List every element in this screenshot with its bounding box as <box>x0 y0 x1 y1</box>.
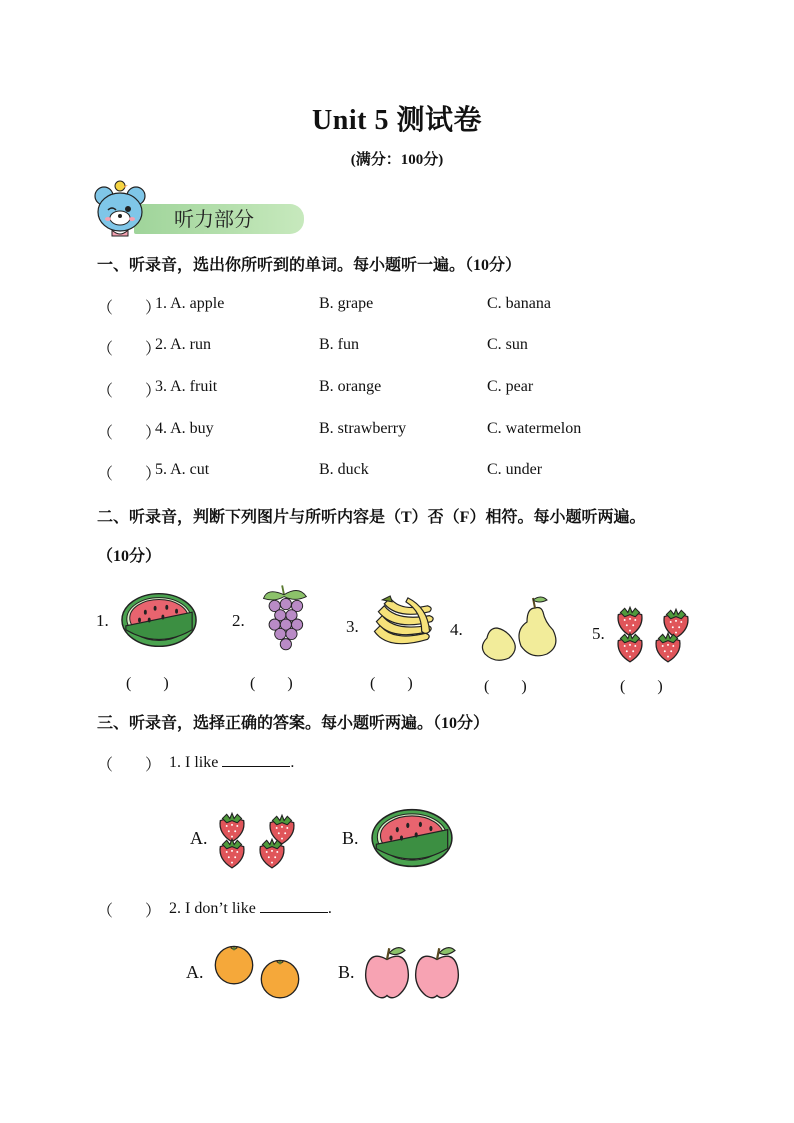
picture-number: 2. <box>232 611 245 630</box>
answer-bracket[interactable]: ( ) <box>250 675 293 692</box>
option-b: B. fun <box>319 336 359 353</box>
option-b: B. orange <box>319 378 382 395</box>
section2-heading: 二、听录音，判断下列图片与所听内容是（T）否（F）相符。每小题听两遍。 <box>97 509 646 526</box>
option-c: C. watermelon <box>487 420 582 437</box>
blank-line <box>222 752 290 767</box>
list-item <box>97 461 717 483</box>
answer-bracket[interactable]: （ ） <box>97 383 162 400</box>
orange-icon <box>258 956 302 1000</box>
answer-bracket[interactable]: （ ） <box>97 425 162 442</box>
answer-bracket[interactable]: （ ） <box>97 300 162 317</box>
pears-icon <box>472 594 564 664</box>
page-subtitle: (满分：100分) <box>350 152 444 168</box>
option-c: C. banana <box>487 295 551 312</box>
option-a: 5. A. cut <box>155 461 210 478</box>
answer-bracket[interactable]: ( ) <box>484 678 527 695</box>
option-a-label: A. <box>190 828 208 848</box>
picture-number: 1. <box>96 611 109 630</box>
section2-heading-score: （10分） <box>97 548 162 565</box>
banner-label: 听力部分 <box>174 207 254 231</box>
answer-bracket[interactable]: ( ) <box>620 678 663 695</box>
question-end: . <box>290 754 295 771</box>
blank-line <box>260 898 328 913</box>
picture-number: 3. <box>346 617 359 636</box>
strawberry-icon <box>652 630 684 664</box>
apple-icon <box>412 946 462 1000</box>
option-c: C. sun <box>487 336 528 353</box>
option-b: B. duck <box>319 461 369 478</box>
section1-heading: 一、听录音，选出你所听到的单词。每小题听一遍。（10分） <box>97 257 522 274</box>
list-item <box>97 378 717 400</box>
list-item <box>97 420 717 442</box>
answer-bracket[interactable]: ( ) <box>126 675 169 692</box>
orange-icon <box>212 942 256 986</box>
answer-bracket[interactable]: （ ） <box>97 757 162 774</box>
picture-number: 4. <box>450 620 463 639</box>
option-c: C. under <box>487 461 543 478</box>
bananas-icon <box>368 592 438 656</box>
option-a: 2. A. run <box>155 336 211 353</box>
option-a: 1. A. apple <box>155 295 225 312</box>
picture-number: 5. <box>592 624 605 643</box>
watermelon-icon <box>370 806 454 870</box>
question-1 <box>97 752 295 775</box>
option-b-label: B. <box>342 828 359 848</box>
mascot-icon <box>90 178 150 240</box>
page-title: Unit 5 测试卷 <box>312 105 482 136</box>
strawberry-icon <box>256 836 288 870</box>
question-text: 1. I like <box>169 754 219 771</box>
question-2 <box>97 898 332 921</box>
option-a-label: A. <box>186 962 204 982</box>
option-b-label: B. <box>338 962 355 982</box>
strawberry-icon <box>614 630 646 664</box>
list-item <box>97 295 717 317</box>
answer-bracket[interactable]: ( ) <box>370 675 413 692</box>
strawberry-icon <box>216 836 248 870</box>
option-b: B. grape <box>319 295 374 312</box>
grapes-icon <box>256 580 312 658</box>
option-b: B. strawberry <box>319 420 407 437</box>
question-end: . <box>327 900 332 917</box>
option-a: 4. A. buy <box>155 420 214 437</box>
answer-bracket[interactable]: （ ） <box>97 341 162 358</box>
list-item <box>97 336 717 358</box>
option-a: 3. A. fruit <box>155 378 218 395</box>
listening-banner <box>90 178 310 240</box>
answer-bracket[interactable]: （ ） <box>97 466 162 483</box>
question-text: 2. I don’t like <box>169 900 256 917</box>
watermelon-icon <box>120 590 198 650</box>
answer-bracket[interactable]: （ ） <box>97 903 162 920</box>
section3-heading: 三、听录音，选择正确的答案。每小题听两遍。（10分） <box>97 715 490 732</box>
apple-icon <box>362 946 412 1000</box>
option-c: C. pear <box>487 378 534 395</box>
